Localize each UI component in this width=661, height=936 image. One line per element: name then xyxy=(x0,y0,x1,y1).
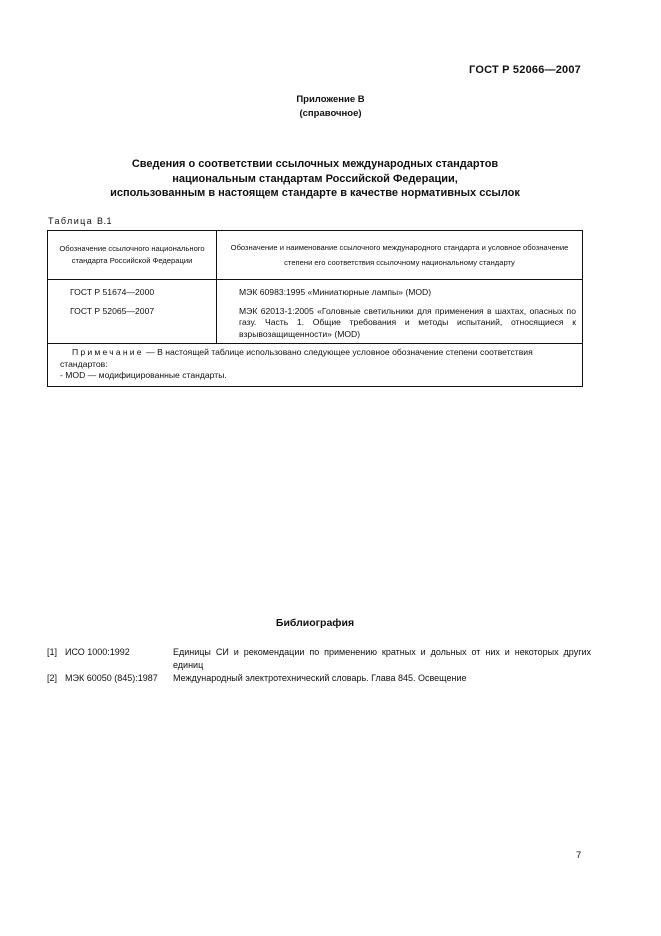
header-cell-national-standard: Обозначение ссылочного национального стандарта Российской Федерации xyxy=(48,231,217,280)
bibliography-entry xyxy=(47,672,591,686)
table-row xyxy=(48,283,583,302)
bibliography-entry-reference: ИСО 1000:1992 xyxy=(65,647,130,657)
section-title-line-2: национальным стандартам Российской Федерации, xyxy=(172,172,458,185)
bibliography-entry xyxy=(47,646,591,672)
section-title-line-1: Сведения о соответствии ссылочных международных стандартов xyxy=(131,158,499,170)
annex-subtitle: (справочное) xyxy=(299,108,362,119)
bibliography-entry-index: [2] xyxy=(47,673,58,683)
table-header-row xyxy=(48,231,583,280)
reference-correspondence-table xyxy=(47,230,583,387)
bibliography-entry-description: Международный электротехнический словарь. Глава 845. Освещение xyxy=(173,673,467,683)
bibliography-entry-description: Единицы СИ и рекомендации по применению кратных и дольных от них и некоторых других единиц xyxy=(173,647,591,670)
table-note xyxy=(48,344,583,387)
note-text: — В настоящей таблице использовано следующее условное обозначение степени соответствия стандартов: xyxy=(60,347,533,369)
table-caption-number: В.1 xyxy=(97,216,113,226)
cell-international-standard: МЭК 62013-1:2005 «Головные светильники для применения в шахтах, опасных по газу. Часть 1. Общие требования и методы испытаний, относящиеся к взрывозащищенности» (MOD) xyxy=(217,302,583,344)
page-number: 7 xyxy=(576,850,582,861)
note-label: Примечание xyxy=(72,347,144,357)
annex-heading xyxy=(0,93,661,121)
table-row xyxy=(48,302,583,344)
table-note-row xyxy=(48,344,583,387)
bibliography-entry-reference: МЭК 60050 (845):1987 xyxy=(65,673,158,683)
cell-international-standard: МЭК 60983:1995 «Миниатюрные лампы» (MOD) xyxy=(217,283,583,302)
bibliography-entry-index: [1] xyxy=(47,647,58,657)
table-caption xyxy=(48,216,112,226)
document-code: ГОСТ Р 52066—2007 xyxy=(469,64,581,76)
table-caption-word: Таблица xyxy=(48,216,94,226)
cell-national-standard: ГОСТ Р 51674—2000 xyxy=(48,283,217,302)
section-title xyxy=(60,157,570,201)
note-item: - MOD — модифицированные стандарты. xyxy=(60,370,227,380)
annex-title: Приложение В xyxy=(296,94,365,105)
bibliography-title: Библиография xyxy=(275,617,355,629)
cell-national-standard: ГОСТ Р 52065—2007 xyxy=(48,302,217,344)
section-title-line-3: использованным в настоящем стандарте в качестве нормативных ссылок xyxy=(110,187,520,199)
header-cell-international-standard: Обозначение и наименование ссылочного международного стандарта и условное обозначение степени его соответствия ссылочному национальному стандарту xyxy=(217,231,583,280)
